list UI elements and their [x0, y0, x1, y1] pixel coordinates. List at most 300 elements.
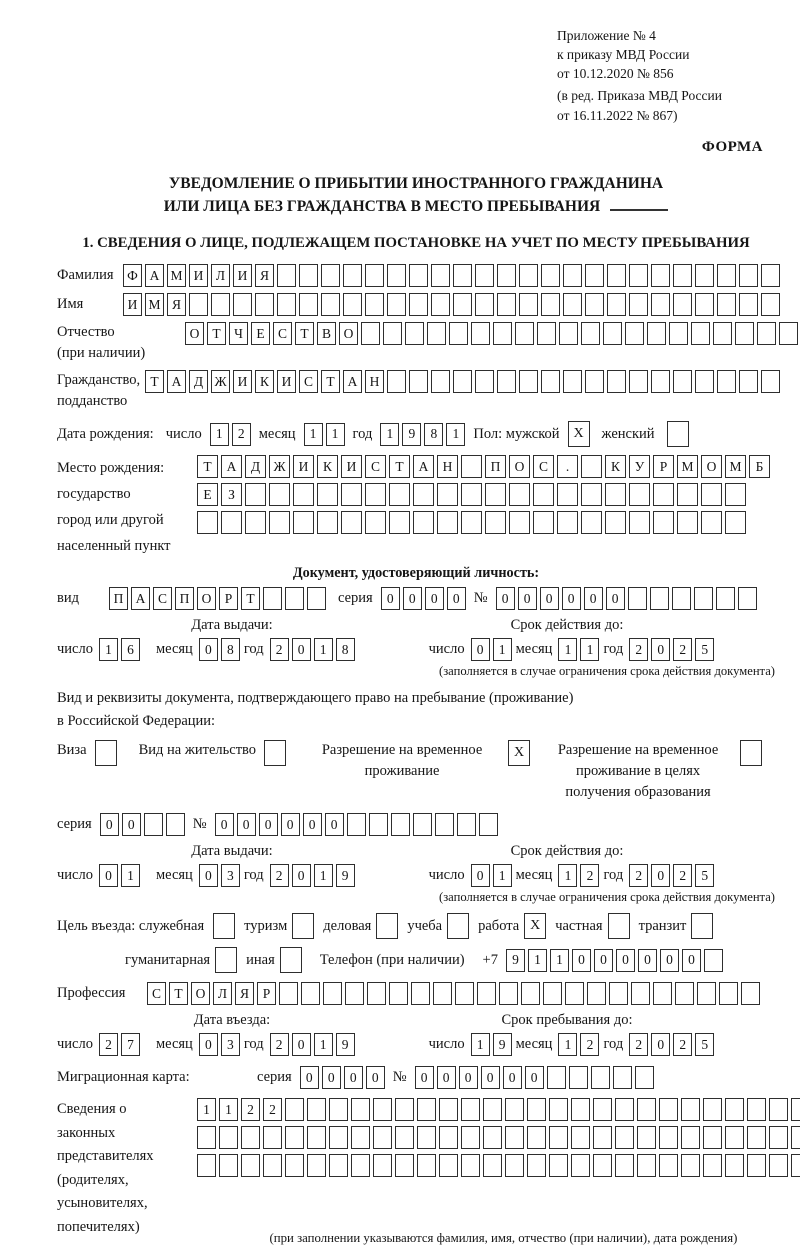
char-cell[interactable]: 2	[270, 638, 289, 661]
char-cell[interactable]: 1	[550, 949, 569, 972]
char-cell[interactable]	[389, 982, 408, 1005]
char-cell[interactable]: 0	[437, 1066, 456, 1089]
char-cell[interactable]	[477, 982, 496, 1005]
char-cell[interactable]	[703, 1126, 722, 1149]
char-cell[interactable]: Р	[257, 982, 276, 1005]
char-cell[interactable]: М	[677, 455, 698, 478]
char-cell[interactable]	[343, 293, 362, 316]
char-cell[interactable]: 0	[259, 813, 278, 836]
char-cell[interactable]	[455, 982, 474, 1005]
char-cell[interactable]: Т	[295, 322, 314, 345]
char-cell[interactable]	[673, 370, 692, 393]
char-cell[interactable]	[695, 370, 714, 393]
char-cell[interactable]: Т	[241, 587, 260, 610]
char-cell[interactable]: 1	[558, 864, 577, 887]
char-cell[interactable]: 0	[281, 813, 300, 836]
char-cell[interactable]	[197, 1154, 216, 1177]
char-cell[interactable]	[427, 322, 446, 345]
char-cell[interactable]	[587, 982, 606, 1005]
char-cell[interactable]	[373, 1126, 392, 1149]
char-cell[interactable]	[725, 511, 746, 534]
char-cell[interactable]	[389, 511, 410, 534]
char-cell[interactable]	[413, 483, 434, 506]
char-cell[interactable]	[653, 982, 672, 1005]
char-cell[interactable]	[791, 1154, 800, 1177]
char-cell[interactable]	[471, 322, 490, 345]
char-cell[interactable]: О	[339, 322, 358, 345]
char-cell[interactable]	[717, 293, 736, 316]
char-cell[interactable]	[395, 1098, 414, 1121]
char-cell[interactable]	[519, 370, 538, 393]
char-cell[interactable]: 7	[121, 1033, 140, 1056]
char-cell[interactable]	[607, 264, 626, 287]
char-cell[interactable]: 0	[496, 587, 515, 610]
char-cell[interactable]	[701, 511, 722, 534]
char-cell[interactable]	[435, 813, 454, 836]
char-cell[interactable]	[505, 1154, 524, 1177]
char-cell[interactable]: С	[533, 455, 554, 478]
char-cell[interactable]: Т	[207, 322, 226, 345]
char-cell[interactable]: К	[317, 455, 338, 478]
purpose-business-checkbox[interactable]	[376, 913, 398, 939]
char-cell[interactable]	[323, 982, 342, 1005]
char-cell[interactable]	[713, 322, 732, 345]
char-cell[interactable]: 0	[682, 949, 701, 972]
char-cell[interactable]: И	[233, 264, 252, 287]
char-cell[interactable]: 0	[292, 1033, 311, 1056]
char-cell[interactable]: Д	[245, 455, 266, 478]
char-cell[interactable]	[475, 370, 494, 393]
char-cell[interactable]: 6	[121, 638, 140, 661]
char-cell[interactable]: 1	[528, 949, 547, 972]
char-cell[interactable]	[704, 949, 723, 972]
char-cell[interactable]	[241, 1126, 260, 1149]
char-cell[interactable]: 0	[471, 638, 490, 661]
char-cell[interactable]	[343, 264, 362, 287]
char-cell[interactable]: 1	[471, 1033, 490, 1056]
char-cell[interactable]: С	[365, 455, 386, 478]
char-cell[interactable]	[593, 1154, 612, 1177]
char-cell[interactable]: 2	[673, 638, 692, 661]
char-cell[interactable]	[629, 511, 650, 534]
char-cell[interactable]	[285, 587, 304, 610]
char-cell[interactable]	[585, 264, 604, 287]
char-cell[interactable]	[221, 511, 242, 534]
char-cell[interactable]: 1	[580, 638, 599, 661]
char-cell[interactable]: Т	[145, 370, 164, 393]
char-cell[interactable]: О	[509, 455, 530, 478]
char-cell[interactable]: 0	[651, 638, 670, 661]
char-cell[interactable]: 0	[447, 587, 466, 610]
char-cell[interactable]	[317, 511, 338, 534]
char-cell[interactable]	[717, 370, 736, 393]
char-cell[interactable]	[549, 1126, 568, 1149]
char-cell[interactable]	[607, 293, 626, 316]
char-cell[interactable]	[166, 813, 185, 836]
char-cell[interactable]: 1	[558, 1033, 577, 1056]
char-cell[interactable]	[651, 370, 670, 393]
char-cell[interactable]	[197, 1126, 216, 1149]
char-cell[interactable]	[694, 587, 713, 610]
char-cell[interactable]	[431, 293, 450, 316]
char-cell[interactable]	[571, 1154, 590, 1177]
char-cell[interactable]	[279, 982, 298, 1005]
char-cell[interactable]	[351, 1154, 370, 1177]
char-cell[interactable]	[761, 370, 780, 393]
visa-checkbox[interactable]	[95, 740, 117, 766]
char-cell[interactable]: 8	[221, 638, 240, 661]
char-cell[interactable]: 0	[606, 587, 625, 610]
char-cell[interactable]: 9	[506, 949, 525, 972]
char-cell[interactable]: 0	[99, 864, 118, 887]
char-cell[interactable]	[413, 813, 432, 836]
char-cell[interactable]: 1	[99, 638, 118, 661]
char-cell[interactable]: Т	[389, 455, 410, 478]
char-cell[interactable]: 2	[263, 1098, 282, 1121]
purpose-tourism-checkbox[interactable]	[292, 913, 314, 939]
char-cell[interactable]	[307, 1098, 326, 1121]
char-cell[interactable]: 2	[270, 864, 289, 887]
char-cell[interactable]	[269, 483, 290, 506]
char-cell[interactable]	[307, 1154, 326, 1177]
purpose-humanitarian-checkbox[interactable]	[215, 947, 237, 973]
purpose-study-checkbox[interactable]	[447, 913, 469, 939]
char-cell[interactable]	[541, 264, 560, 287]
char-cell[interactable]	[673, 293, 692, 316]
char-cell[interactable]: Р	[653, 455, 674, 478]
char-cell[interactable]: 0	[503, 1066, 522, 1089]
char-cell[interactable]: 8	[424, 423, 443, 446]
char-cell[interactable]	[703, 1098, 722, 1121]
char-cell[interactable]: 2	[241, 1098, 260, 1121]
char-cell[interactable]	[387, 370, 406, 393]
char-cell[interactable]	[563, 370, 582, 393]
char-cell[interactable]: 2	[232, 423, 251, 446]
char-cell[interactable]: П	[485, 455, 506, 478]
char-cell[interactable]	[485, 483, 506, 506]
char-cell[interactable]	[629, 483, 650, 506]
char-cell[interactable]	[717, 264, 736, 287]
char-cell[interactable]	[301, 982, 320, 1005]
char-cell[interactable]: О	[197, 587, 216, 610]
char-cell[interactable]: И	[123, 293, 142, 316]
char-cell[interactable]	[563, 264, 582, 287]
char-cell[interactable]: 0	[562, 587, 581, 610]
char-cell[interactable]	[373, 1098, 392, 1121]
char-cell[interactable]	[549, 1098, 568, 1121]
char-cell[interactable]: 2	[580, 1033, 599, 1056]
purpose-transit-checkbox[interactable]	[691, 913, 713, 939]
char-cell[interactable]: 0	[325, 813, 344, 836]
char-cell[interactable]: Ч	[229, 322, 248, 345]
char-cell[interactable]	[255, 293, 274, 316]
char-cell[interactable]: 0	[638, 949, 657, 972]
char-cell[interactable]: 0	[594, 949, 613, 972]
char-cell[interactable]: 2	[629, 1033, 648, 1056]
char-cell[interactable]: 1	[219, 1098, 238, 1121]
char-cell[interactable]: 1	[210, 423, 229, 446]
char-cell[interactable]	[317, 483, 338, 506]
char-cell[interactable]	[439, 1154, 458, 1177]
char-cell[interactable]	[505, 1126, 524, 1149]
temp-residence-edu-checkbox[interactable]	[740, 740, 762, 766]
char-cell[interactable]	[439, 1098, 458, 1121]
char-cell[interactable]	[453, 293, 472, 316]
char-cell[interactable]	[263, 1126, 282, 1149]
char-cell[interactable]	[615, 1098, 634, 1121]
char-cell[interactable]: 1	[326, 423, 345, 446]
char-cell[interactable]	[769, 1098, 788, 1121]
char-cell[interactable]	[431, 370, 450, 393]
char-cell[interactable]	[483, 1154, 502, 1177]
char-cell[interactable]: 0	[471, 864, 490, 887]
char-cell[interactable]	[543, 982, 562, 1005]
char-cell[interactable]	[453, 370, 472, 393]
char-cell[interactable]	[537, 322, 556, 345]
char-cell[interactable]	[613, 1066, 632, 1089]
char-cell[interactable]	[701, 483, 722, 506]
char-cell[interactable]	[189, 293, 208, 316]
char-cell[interactable]	[615, 1126, 634, 1149]
char-cell[interactable]: 0	[381, 587, 400, 610]
char-cell[interactable]: Ф	[123, 264, 142, 287]
char-cell[interactable]: 0	[100, 813, 119, 836]
char-cell[interactable]	[735, 322, 754, 345]
char-cell[interactable]: З	[221, 483, 242, 506]
char-cell[interactable]	[559, 322, 578, 345]
char-cell[interactable]	[351, 1098, 370, 1121]
char-cell[interactable]	[219, 1126, 238, 1149]
char-cell[interactable]: О	[701, 455, 722, 478]
char-cell[interactable]	[493, 322, 512, 345]
char-cell[interactable]: 0	[303, 813, 322, 836]
char-cell[interactable]	[637, 1098, 656, 1121]
char-cell[interactable]	[593, 1098, 612, 1121]
char-cell[interactable]: 0	[481, 1066, 500, 1089]
char-cell[interactable]: 1	[380, 423, 399, 446]
char-cell[interactable]: 0	[403, 587, 422, 610]
char-cell[interactable]	[329, 1154, 348, 1177]
char-cell[interactable]	[691, 322, 710, 345]
char-cell[interactable]: И	[341, 455, 362, 478]
char-cell[interactable]	[391, 813, 410, 836]
char-cell[interactable]	[347, 813, 366, 836]
char-cell[interactable]	[351, 1126, 370, 1149]
char-cell[interactable]: 0	[300, 1066, 319, 1089]
char-cell[interactable]	[659, 1098, 678, 1121]
char-cell[interactable]	[387, 264, 406, 287]
char-cell[interactable]	[431, 264, 450, 287]
purpose-private-checkbox[interactable]	[608, 913, 630, 939]
char-cell[interactable]	[395, 1126, 414, 1149]
char-cell[interactable]: 9	[336, 1033, 355, 1056]
char-cell[interactable]	[263, 587, 282, 610]
char-cell[interactable]	[593, 1126, 612, 1149]
char-cell[interactable]	[405, 322, 424, 345]
char-cell[interactable]	[533, 483, 554, 506]
char-cell[interactable]	[269, 511, 290, 534]
char-cell[interactable]: 1	[558, 638, 577, 661]
char-cell[interactable]	[581, 511, 602, 534]
char-cell[interactable]	[541, 370, 560, 393]
char-cell[interactable]	[533, 511, 554, 534]
char-cell[interactable]: 0	[344, 1066, 363, 1089]
char-cell[interactable]	[779, 322, 798, 345]
char-cell[interactable]: 0	[651, 864, 670, 887]
char-cell[interactable]	[653, 511, 674, 534]
char-cell[interactable]	[631, 982, 650, 1005]
char-cell[interactable]	[581, 483, 602, 506]
char-cell[interactable]: 0	[199, 864, 218, 887]
char-cell[interactable]: А	[343, 370, 362, 393]
char-cell[interactable]	[457, 813, 476, 836]
char-cell[interactable]: 2	[629, 638, 648, 661]
char-cell[interactable]	[437, 483, 458, 506]
char-cell[interactable]	[769, 1154, 788, 1177]
char-cell[interactable]	[299, 264, 318, 287]
char-cell[interactable]	[653, 483, 674, 506]
char-cell[interactable]	[519, 264, 538, 287]
char-cell[interactable]: Я	[235, 982, 254, 1005]
char-cell[interactable]	[277, 293, 296, 316]
char-cell[interactable]: 0	[215, 813, 234, 836]
char-cell[interactable]	[629, 293, 648, 316]
char-cell[interactable]: С	[147, 982, 166, 1005]
char-cell[interactable]	[345, 982, 364, 1005]
char-cell[interactable]	[497, 293, 516, 316]
char-cell[interactable]	[629, 370, 648, 393]
char-cell[interactable]: 1	[493, 638, 512, 661]
char-cell[interactable]	[625, 322, 644, 345]
char-cell[interactable]: И	[233, 370, 252, 393]
char-cell[interactable]	[341, 511, 362, 534]
char-cell[interactable]: И	[277, 370, 296, 393]
char-cell[interactable]	[747, 1126, 766, 1149]
char-cell[interactable]: 0	[518, 587, 537, 610]
char-cell[interactable]: 1	[314, 1033, 333, 1056]
char-cell[interactable]	[695, 264, 714, 287]
char-cell[interactable]	[541, 293, 560, 316]
char-cell[interactable]	[527, 1126, 546, 1149]
char-cell[interactable]: 0	[199, 1033, 218, 1056]
char-cell[interactable]	[725, 1098, 744, 1121]
char-cell[interactable]	[615, 1154, 634, 1177]
char-cell[interactable]: Д	[189, 370, 208, 393]
char-cell[interactable]	[563, 293, 582, 316]
char-cell[interactable]	[299, 293, 318, 316]
char-cell[interactable]: 0	[584, 587, 603, 610]
char-cell[interactable]	[245, 483, 266, 506]
char-cell[interactable]	[373, 1154, 392, 1177]
char-cell[interactable]: А	[145, 264, 164, 287]
char-cell[interactable]: С	[273, 322, 292, 345]
char-cell[interactable]	[591, 1066, 610, 1089]
char-cell[interactable]	[483, 1126, 502, 1149]
char-cell[interactable]	[585, 293, 604, 316]
char-cell[interactable]	[369, 813, 388, 836]
char-cell[interactable]: 0	[660, 949, 679, 972]
char-cell[interactable]: П	[109, 587, 128, 610]
char-cell[interactable]	[211, 293, 230, 316]
char-cell[interactable]	[389, 483, 410, 506]
char-cell[interactable]	[293, 483, 314, 506]
char-cell[interactable]	[307, 1126, 326, 1149]
gender-female-checkbox[interactable]	[667, 421, 689, 447]
char-cell[interactable]: М	[145, 293, 164, 316]
char-cell[interactable]: Л	[213, 982, 232, 1005]
char-cell[interactable]	[409, 293, 428, 316]
char-cell[interactable]: 2	[580, 864, 599, 887]
char-cell[interactable]: Т	[321, 370, 340, 393]
char-cell[interactable]	[681, 1154, 700, 1177]
char-cell[interactable]	[675, 982, 694, 1005]
char-cell[interactable]	[677, 483, 698, 506]
char-cell[interactable]	[651, 293, 670, 316]
char-cell[interactable]	[739, 370, 758, 393]
char-cell[interactable]	[365, 293, 384, 316]
char-cell[interactable]: Е	[251, 322, 270, 345]
char-cell[interactable]	[672, 587, 691, 610]
char-cell[interactable]	[341, 483, 362, 506]
char-cell[interactable]	[144, 813, 163, 836]
char-cell[interactable]	[449, 322, 468, 345]
char-cell[interactable]: Н	[437, 455, 458, 478]
char-cell[interactable]: 1	[314, 638, 333, 661]
char-cell[interactable]	[605, 511, 626, 534]
char-cell[interactable]	[361, 322, 380, 345]
char-cell[interactable]: 0	[572, 949, 591, 972]
purpose-official-checkbox[interactable]	[213, 913, 235, 939]
char-cell[interactable]	[659, 1126, 678, 1149]
char-cell[interactable]	[527, 1154, 546, 1177]
char-cell[interactable]	[395, 1154, 414, 1177]
char-cell[interactable]: Л	[211, 264, 230, 287]
char-cell[interactable]	[673, 264, 692, 287]
char-cell[interactable]	[453, 264, 472, 287]
char-cell[interactable]: 0	[425, 587, 444, 610]
char-cell[interactable]	[581, 455, 602, 478]
char-cell[interactable]	[499, 982, 518, 1005]
char-cell[interactable]: 1	[121, 864, 140, 887]
char-cell[interactable]	[365, 511, 386, 534]
char-cell[interactable]: 3	[221, 1033, 240, 1056]
char-cell[interactable]: 5	[695, 864, 714, 887]
char-cell[interactable]	[461, 455, 482, 478]
char-cell[interactable]	[747, 1098, 766, 1121]
char-cell[interactable]	[387, 293, 406, 316]
char-cell[interactable]	[605, 483, 626, 506]
char-cell[interactable]: У	[629, 455, 650, 478]
char-cell[interactable]: Б	[749, 455, 770, 478]
char-cell[interactable]: 5	[695, 1033, 714, 1056]
char-cell[interactable]: С	[299, 370, 318, 393]
char-cell[interactable]	[329, 1098, 348, 1121]
char-cell[interactable]: Т	[169, 982, 188, 1005]
char-cell[interactable]: 2	[673, 1033, 692, 1056]
char-cell[interactable]: 0	[122, 813, 141, 836]
char-cell[interactable]	[569, 1066, 588, 1089]
char-cell[interactable]	[509, 483, 530, 506]
char-cell[interactable]	[409, 370, 428, 393]
char-cell[interactable]	[571, 1126, 590, 1149]
char-cell[interactable]: 0	[540, 587, 559, 610]
char-cell[interactable]	[285, 1098, 304, 1121]
char-cell[interactable]	[557, 483, 578, 506]
char-cell[interactable]: 0	[322, 1066, 341, 1089]
char-cell[interactable]	[669, 322, 688, 345]
char-cell[interactable]: 2	[673, 864, 692, 887]
char-cell[interactable]	[417, 1154, 436, 1177]
